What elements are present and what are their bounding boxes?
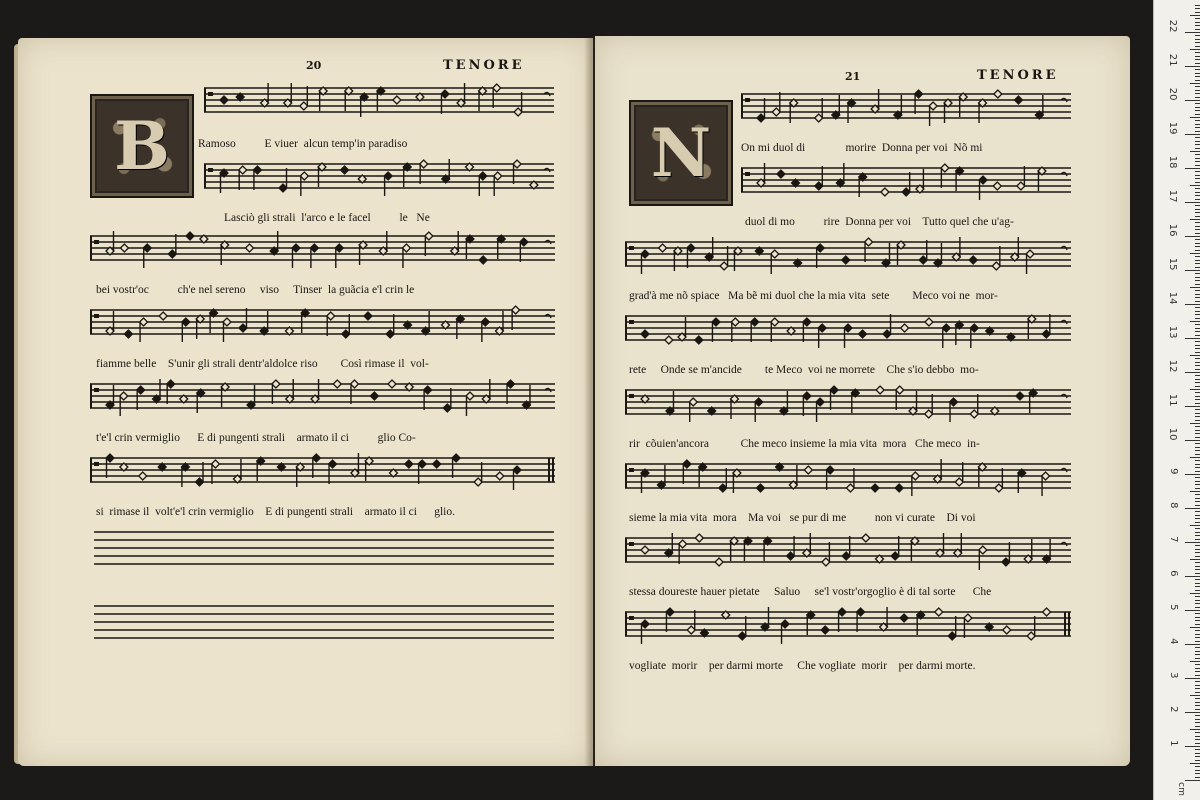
lyric-line-3: grad'à me nõ spiace Ma bẽ mi duol che la mia vita sete Meco voi ne mor- <box>629 290 998 302</box>
staff-line-6 <box>90 450 555 496</box>
staff-line-3 <box>90 228 555 274</box>
ruler-number: 6 <box>1167 570 1179 577</box>
staff-line-5 <box>625 382 1071 428</box>
staff-line-2 <box>204 156 554 202</box>
lyric-line-2: duol di mo rire Donna per voi Tutto quel che u'ag- <box>745 216 1014 228</box>
ruler-unit-label: cm <box>1175 782 1186 796</box>
ruler-number: 15 <box>1167 257 1179 271</box>
ruler-number: 12 <box>1167 359 1179 373</box>
staff-line-4 <box>625 308 1071 354</box>
staff-line-7 <box>625 530 1071 576</box>
lyric-line-7: stessa doureste hauer pietate Saluo se'l vostr'orgoglio è di tal sorte Che <box>629 586 992 598</box>
ornamental-initial-n <box>629 100 733 206</box>
lyric-line-3: bei vostr'oc ch'e nel sereno viso Tinser la guãcia e'l crin le <box>96 284 415 296</box>
ruler-number: 13 <box>1167 325 1179 339</box>
ruler-number: 20 <box>1167 87 1179 101</box>
ornamental-initial-b <box>90 94 194 198</box>
lyric-line-1: On mi duol di morire Donna per voi Nõ mi <box>741 142 983 154</box>
right-page-header: TENORE <box>977 68 1059 83</box>
ruler-number: 19 <box>1167 121 1179 135</box>
lyric-line-4: rete Onde se m'ancide te Meco voi ne morrete Che s'io debbo mo- <box>629 364 979 376</box>
ruler-number: 16 <box>1167 223 1179 237</box>
left-page-number: 20 <box>306 59 322 72</box>
empty-staff-1 <box>94 526 554 568</box>
staff-line-3 <box>625 234 1071 280</box>
staff-line-5 <box>90 376 555 422</box>
ruler-number: 11 <box>1167 393 1179 407</box>
ruler-number: 10 <box>1167 427 1179 441</box>
ruler-number: 9 <box>1167 468 1179 475</box>
ruler-number: 2 <box>1167 706 1179 713</box>
staff-line-4 <box>90 302 555 348</box>
lyric-line-2: Lasciò gli strali l'arco e le facel le Ne <box>224 212 430 224</box>
initial-letter: N <box>650 114 712 192</box>
left-page-header: TENORE <box>443 58 525 73</box>
ruler-number: 21 <box>1167 53 1179 67</box>
lyric-line-5: rir cõuien'ancora Che meco insieme la mia vita mora Che meco in- <box>629 438 980 450</box>
lyric-line-5: t'e'l crin vermiglio E di pungenti strali armato il ci glio Co- <box>96 432 416 444</box>
staff-line-8 <box>625 604 1071 650</box>
lyric-line-4: fiamme belle S'unir gli strali dentr'aldolce riso Così rimase il vol- <box>96 358 429 370</box>
empty-staff-2 <box>94 600 554 642</box>
ruler-number: 18 <box>1167 155 1179 169</box>
ruler-number: 22 <box>1167 19 1179 33</box>
staff-line-1 <box>204 80 554 126</box>
ruler-number: 8 <box>1167 502 1179 509</box>
lyric-line-8: vogliate morir per darmi morte Che vogliate morir per darmi morte. <box>629 660 976 672</box>
right-page <box>595 36 1130 766</box>
ruler-number: 4 <box>1167 638 1179 645</box>
ruler-number: 1 <box>1167 740 1179 747</box>
ruler-number: 14 <box>1167 291 1179 305</box>
initial-letter: B <box>114 107 170 185</box>
ruler-number: 7 <box>1167 536 1179 543</box>
ruler-number: 5 <box>1167 604 1179 611</box>
ruler-number: 17 <box>1167 189 1179 203</box>
left-page <box>18 38 593 766</box>
open-book <box>14 34 1134 774</box>
staff-line-1 <box>741 86 1071 132</box>
lyric-line-1: Ramoso E viuer alcun temp'in paradiso <box>198 138 408 150</box>
ruler-number: 3 <box>1167 672 1179 679</box>
measurement-ruler <box>1153 0 1200 800</box>
staff-line-2 <box>741 160 1071 206</box>
lyric-line-6: sieme la mia vita mora Ma voi se pur di me non vi curate Di voi <box>629 512 976 524</box>
staff-line-6 <box>625 456 1071 502</box>
lyric-line-6: si rimase il volt'e'l crin vermiglio E di pungenti strali armato il ci glio. <box>96 506 455 518</box>
right-page-number: 21 <box>845 70 861 83</box>
